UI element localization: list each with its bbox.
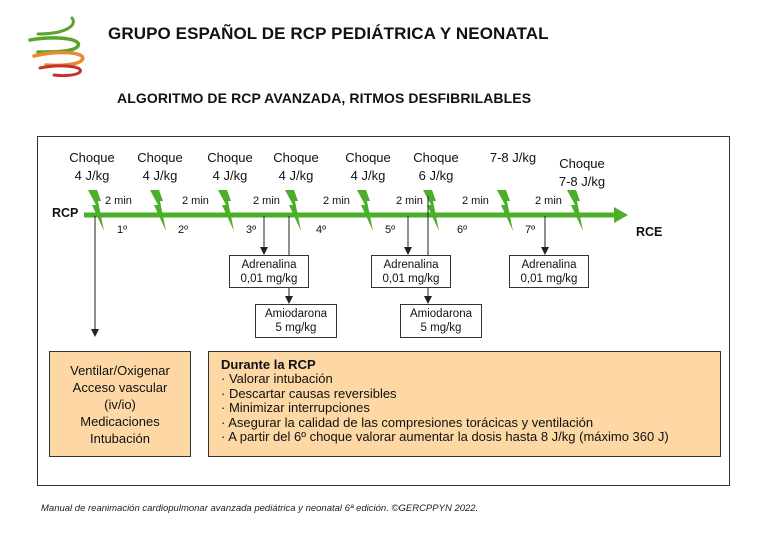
adrenalina-box-1: Adrenalina 0,01 mg/kg (229, 255, 309, 288)
rcp-start-label: RCP (52, 206, 79, 220)
citation-footer: Manual de reanimación cardiopulmonar avanzada pediátrica y neonatal 6ª edición. ©GERCPPYN 2022. (41, 503, 479, 514)
shock-label-6: Choque 6 J/kg (413, 150, 459, 183)
shock-label-7: 7-8 J/kg (489, 150, 537, 165)
shock-bolt-2 (150, 190, 166, 231)
shock-bolt-1 (88, 190, 104, 231)
adrenalina-box-3: Adrenalina 0,01 mg/kg (509, 255, 589, 288)
interval-label-7: 2 min (535, 195, 562, 207)
adrenalina-box-2: Adrenalina 0,01 mg/kg (371, 255, 451, 288)
shock-label-8: Choque 7-8 J/kg (558, 156, 606, 189)
interval-label-1: 2 min (105, 195, 132, 207)
interval-label-2: 2 min (182, 195, 209, 207)
ordinal-label-3: 3º (246, 224, 257, 236)
shock-label-2: Choque 4 J/kg (137, 150, 183, 183)
interval-label-5: 2 min (396, 195, 423, 207)
interval-label-6: 2 min (462, 195, 489, 207)
intervention-line: Acceso vascular (72, 380, 168, 395)
amiodarona-box-1: Amiodarona 5 mg/kg (255, 304, 337, 338)
timeline-arrowhead (614, 207, 628, 223)
shock-bolt-5 (357, 190, 373, 231)
shock-bolt-3 (218, 190, 234, 231)
intervention-line: Ventilar/Oxigenar (70, 363, 170, 378)
ordinal-label-4: 4º (316, 224, 327, 236)
shock-label-5: Choque 4 J/kg (345, 150, 391, 183)
during-rcp-box (208, 351, 721, 457)
intervention-line: (iv/io) (104, 397, 136, 412)
shock-label-3: Choque 4 J/kg (207, 150, 253, 183)
during-rcp-item: · Descartar causas reversibles (221, 385, 397, 401)
intervention-line: Intubación (90, 431, 150, 446)
during-rcp-item: · Asegurar la calidad de las compresiones torácicas y ventilación (221, 414, 594, 430)
shock-bolt-6 (423, 190, 439, 231)
during-rcp-heading: Durante la RCP (221, 357, 316, 372)
ordinal-label-5: 5º (385, 224, 396, 236)
organization-title: GRUPO ESPAÑOL DE RCP PEDIÁTRICA Y NEONATAL (108, 24, 549, 43)
interval-label-4: 2 min (323, 195, 350, 207)
shock-bolt-4 (285, 190, 301, 231)
interventions-box (49, 351, 191, 457)
amiodarona-box-2: Amiodarona 5 mg/kg (400, 304, 482, 338)
shock-label-1: Choque 4 J/kg (69, 150, 115, 183)
shock-bolt-8 (567, 190, 583, 231)
ordinal-label-6: 6º (457, 224, 468, 236)
during-rcp-item: · Minimizar interrupciones (221, 400, 370, 416)
shock-label-4: Choque 4 J/kg (273, 150, 319, 183)
during-rcp-item: · Valorar intubación (221, 371, 333, 387)
ordinal-label-2: 2º (178, 224, 189, 236)
shock-bolt-7 (497, 190, 513, 231)
interval-label-3: 2 min (253, 195, 280, 207)
rce-end-label: RCE (636, 225, 663, 239)
ordinal-label-1: 1º (117, 224, 128, 236)
intervention-line: Medicaciones (80, 414, 160, 429)
during-rcp-item: · A partir del 6º choque valorar aumentar la dosis hasta 8 J/kg (máximo 360 J) (221, 429, 669, 445)
ordinal-label-7: 7º (525, 224, 536, 236)
algorithm-title: ALGORITMO DE RCP AVANZADA, RITMOS DESFIBRILABLES (117, 90, 532, 106)
